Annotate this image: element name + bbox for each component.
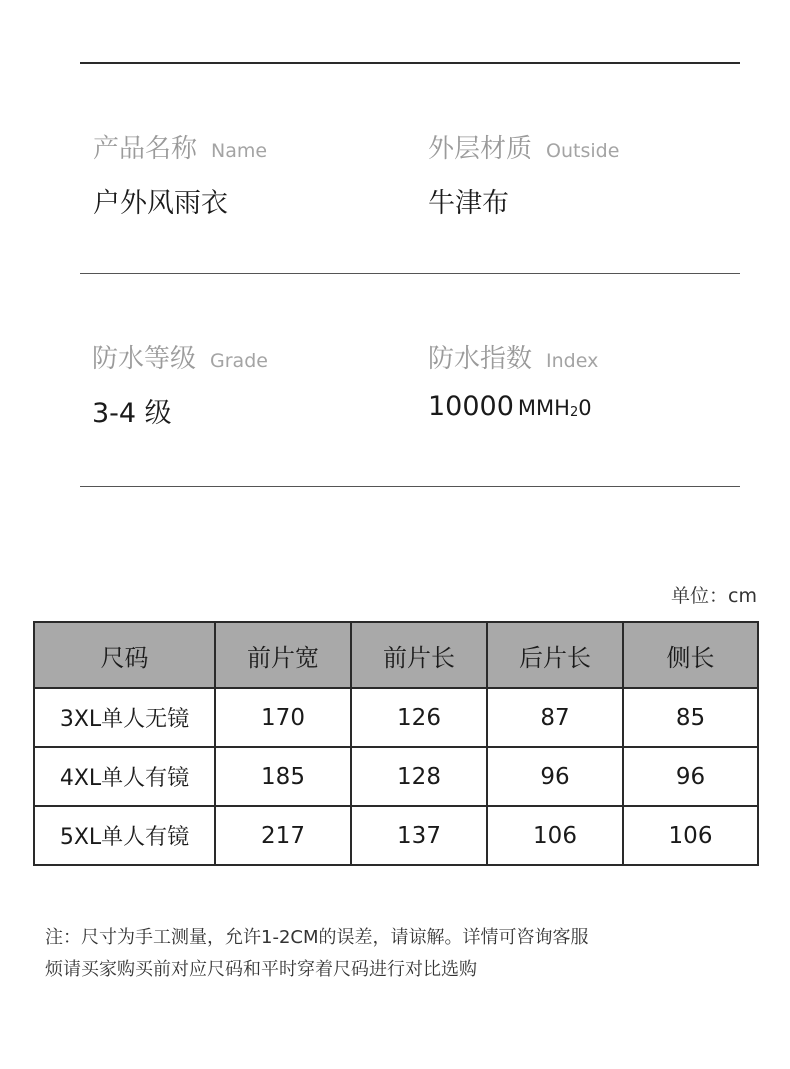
top-divider	[80, 62, 740, 64]
table-cell: 106	[487, 806, 623, 865]
unit-subscript: 2	[569, 405, 579, 420]
header-side-length: 侧长	[623, 622, 758, 688]
table-row	[34, 806, 758, 865]
table-cell: 87	[487, 688, 623, 747]
header-front-width: 前片宽	[215, 622, 351, 688]
spec-value	[428, 181, 619, 220]
spec-label-en: Name	[211, 140, 268, 162]
table-cell: 217	[215, 806, 351, 865]
spec-label-cn: 防水指数	[428, 344, 533, 374]
spec-value-text: 牛津布	[428, 188, 509, 219]
table-cell: 128	[351, 747, 487, 806]
size-note	[45, 922, 589, 986]
table-cell: 5XL单人有镜	[34, 806, 215, 865]
spec-label-cn: 产品名称	[93, 134, 198, 164]
table-cell: 4XL单人有镜	[34, 747, 215, 806]
table-row	[34, 747, 758, 806]
spec-label-cn: 防水等级	[92, 344, 197, 374]
spec-label	[92, 338, 268, 375]
table-cell: 137	[351, 806, 487, 865]
table-cell: 85	[623, 688, 758, 747]
table-cell: 126	[351, 688, 487, 747]
spec-value-unit	[518, 396, 592, 420]
table-cell: 170	[215, 688, 351, 747]
spec-label	[428, 338, 598, 375]
spec-grade	[92, 338, 268, 430]
spec-label	[93, 128, 267, 165]
header-front-length: 前片长	[351, 622, 487, 688]
spec-label	[428, 128, 619, 165]
table-header-row	[34, 622, 758, 688]
unit-main: MMH	[517, 396, 570, 420]
unit-label: 单位：cm	[671, 585, 757, 607]
spec-value	[93, 181, 267, 220]
spec-value-text: 10000	[428, 391, 514, 422]
table-cell: 3XL单人无镜	[34, 688, 215, 747]
spec-label-en: Outside	[546, 140, 620, 162]
header-back-length: 后片长	[487, 622, 623, 688]
bottom-divider	[80, 486, 740, 487]
spec-value	[428, 391, 598, 422]
note-line-1: 注：尺寸为手工测量，允许1-2CM的误差，请谅解。详情可咨询客服	[45, 927, 589, 948]
table-row	[34, 688, 758, 747]
spec-value	[92, 391, 268, 430]
spec-label-cn: 外层材质	[428, 134, 533, 164]
spec-value-text: 3-4 级	[92, 398, 172, 429]
table-cell: 96	[487, 747, 623, 806]
spec-label-en: Index	[546, 350, 599, 372]
unit-tail: 0	[578, 396, 592, 420]
middle-divider	[80, 273, 740, 274]
table-cell: 96	[623, 747, 758, 806]
spec-value-text: 户外风雨衣	[93, 188, 228, 219]
table-cell: 185	[215, 747, 351, 806]
spec-outside	[428, 128, 619, 220]
spec-index	[428, 338, 598, 422]
note-line-2: 烦请买家购买前对应尺码和平时穿着尺码进行对比选购	[45, 959, 477, 980]
spec-name	[93, 128, 267, 220]
table-cell: 106	[623, 806, 758, 865]
size-table	[33, 621, 759, 866]
spec-label-en: Grade	[210, 350, 268, 372]
header-size: 尺码	[34, 622, 215, 688]
